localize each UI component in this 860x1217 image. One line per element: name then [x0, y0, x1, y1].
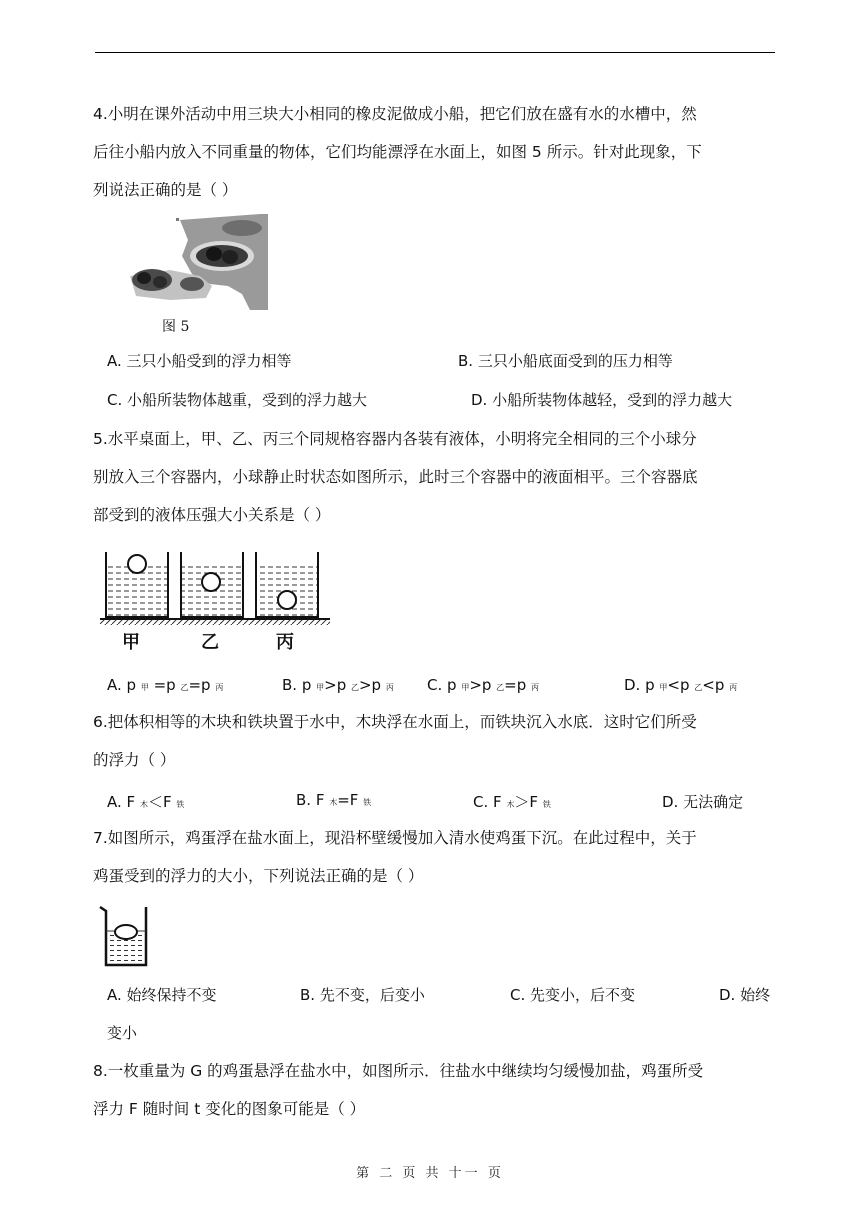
- q6-line-2: 的浮力（ ）: [93, 751, 176, 769]
- q4-boats-figure: [110, 214, 268, 310]
- q6-option-b: B. F 木=F 铁: [296, 791, 372, 809]
- q4-option-b: B. 三只小船底面受到的压力相等: [458, 352, 673, 370]
- question-7: [93, 819, 783, 895]
- q4-line-1: 4.小明在课外活动中用三块大小相同的橡皮泥做成小船，把它们放在盛有水的水槽中，然: [93, 105, 697, 123]
- q6-option-d: D. 无法确定: [662, 793, 744, 811]
- q7-line-1: 7.如图所示，鸡蛋浮在盐水面上，现沿杯壁缓慢加入清水使鸡蛋下沉。在此过程中，关于: [93, 829, 697, 847]
- q8-line-2: 浮力 F 随时间 t 变化的图象可能是（ ）: [93, 1100, 366, 1118]
- q5-label-bing: 丙: [276, 632, 294, 653]
- q7-option-b: B. 先不变，后变小: [300, 986, 425, 1004]
- q7-option-c: C. 先变小，后不变: [510, 986, 636, 1004]
- q6-option-a: A. F 木＜F 铁: [107, 793, 185, 811]
- q7-option-d-continued: 变小: [107, 1024, 138, 1042]
- q7-beaker-figure: [96, 903, 156, 969]
- q5-option-a: A. p 甲 =p 乙=p 丙: [107, 676, 224, 694]
- q5-line-2: 别放入三个容器内，小球静止时状态如图所示，此时三个容器中的液面相平。三个容器底: [93, 468, 698, 486]
- q6-line-1: 6.把体积相等的木块和铁块置于水中，木块浮在水面上，而铁块沉入水底．这时它们所受: [93, 713, 697, 731]
- q7-line-2: 鸡蛋受到的浮力的大小，下列说法正确的是（ ）: [93, 867, 424, 885]
- q5-option-c: C. p 甲>p 乙=p 丙: [427, 676, 540, 694]
- q5-containers-figure: [100, 546, 330, 658]
- q5-option-d: D. p 甲<p 乙<p 丙: [624, 676, 738, 694]
- question-4: [93, 95, 783, 209]
- q5-option-b: B. p 甲>p 乙>p 丙: [282, 676, 394, 694]
- q7-option-a: A. 始终保持不变: [107, 986, 217, 1004]
- q5-label-yi: 乙: [201, 632, 219, 653]
- q5-line-1: 5.水平桌面上，甲、乙、丙三个同规格容器内各装有液体，小明将完全相同的三个小球分: [93, 430, 697, 448]
- q4-option-d: D. 小船所装物体越轻，受到的浮力越大: [471, 391, 733, 409]
- q5-label-jia: 甲: [122, 632, 140, 653]
- q4-option-a: A. 三只小船受到的浮力相等: [107, 352, 292, 370]
- q8-line-1: 8.一枚重量为 G 的鸡蛋悬浮在盐水中，如图所示．往盐水中继续均匀缓慢加盐，鸡蛋所受: [93, 1062, 704, 1080]
- page-footer: 第 二 页 共 十一 页: [356, 1166, 504, 1181]
- q4-option-c: C. 小船所装物体越重，受到的浮力越大: [107, 391, 368, 409]
- header-rule: [95, 52, 775, 53]
- q7-option-d: D. 始终: [719, 986, 771, 1004]
- q4-figure-caption: 图 5: [162, 319, 190, 335]
- question-6: [93, 703, 783, 779]
- question-8: [93, 1052, 783, 1128]
- q4-line-3: 列说法正确的是（ ）: [93, 181, 238, 199]
- q4-line-2: 后往小船内放入不同重量的物体，它们均能漂浮在水面上，如图 5 所示。针对此现象，下: [93, 143, 702, 161]
- question-5: [93, 420, 783, 534]
- q6-option-c: C. F 木＞F 铁: [473, 793, 551, 811]
- q5-line-3: 部受到的液体压强大小关系是（ ）: [93, 506, 331, 524]
